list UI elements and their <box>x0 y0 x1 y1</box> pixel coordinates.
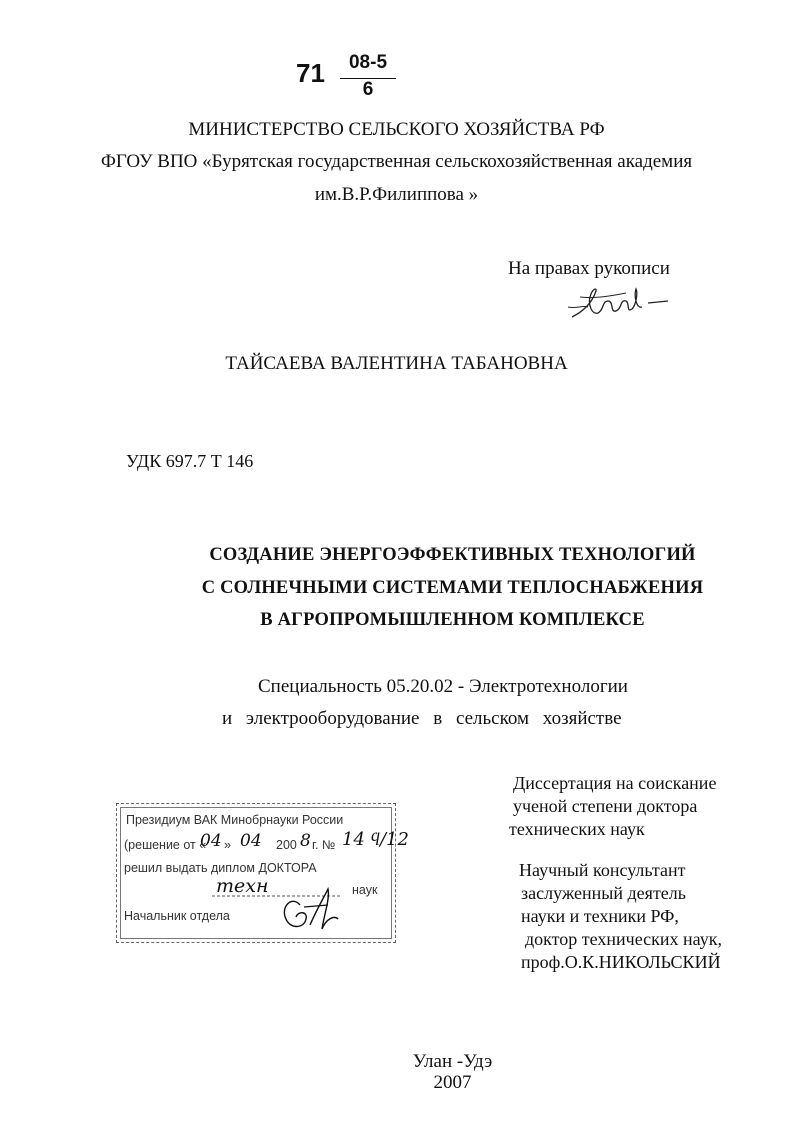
udk-code: УДК 697.7 Т 146 <box>126 451 254 471</box>
dissertation-line: Диссертация на соискание <box>513 773 717 793</box>
title-line-1: СОЗДАНИЕ ЭНЕРГОЭФФЕКТИВНЫХ ТЕХНОЛОГИЙ <box>209 545 696 565</box>
institution-line-1: ФГОУ ВПО «Бурятская государственная сельскохозяйственная академия <box>100 151 693 172</box>
consultant-line: заслуженный деятель <box>521 883 686 903</box>
specialty-line-1: Специальность 05.20.02 - Электротехнологии <box>258 676 628 697</box>
vak-stamp <box>116 803 409 943</box>
consultant-line: Научный консультант <box>519 860 686 880</box>
stamp-number-label: г. № <box>312 838 336 852</box>
stamp-line-2-prefix: (решение от « <box>124 838 207 852</box>
catalog-main: 71 <box>296 58 325 88</box>
stamp-degree-handwritten: техн <box>216 875 269 897</box>
author-name: ТАЙСАЕВА ВАЛЕНТИНА ТАБАНОВНА <box>225 353 568 374</box>
stamp-degree-suffix: наук <box>352 883 378 897</box>
catalog-number <box>296 52 406 102</box>
stamp-date-day: 04 <box>200 831 222 851</box>
stamp-date-month: 04 <box>240 831 262 851</box>
dissertation-line: технических наук <box>509 819 645 839</box>
stamp-quote: » <box>224 838 231 852</box>
consultant-block <box>519 859 722 974</box>
institution-line-2: им.В.Р.Филиппова » <box>314 184 479 205</box>
consultant-line: науки и техники РФ, <box>521 906 679 926</box>
stamp-year-prefix: 200 <box>276 838 297 852</box>
stamp-line-3: решил выдать диплом ДОКТОРА <box>124 861 317 875</box>
stamp-line-4: Начальник отдела <box>124 909 230 923</box>
consultant-line: доктор технических наук, <box>525 929 722 949</box>
stamp-decision-number: 14 ϥ/12 <box>342 829 409 850</box>
stamp-signature <box>276 885 356 945</box>
catalog-denominator: 6 <box>362 79 374 100</box>
year: 2007 <box>433 1072 472 1093</box>
catalog-numerator: 08-5 <box>348 52 388 73</box>
title-line-3: В АГРОПРОМЫШЛЕННОМ КОМПЛЕКСЕ <box>260 610 645 630</box>
manuscript-note: На правах рукописи <box>508 258 670 279</box>
title-line-2: С СОЛНЕЧНЫМИ СИСТЕМАМИ ТЕПЛОСНАБЖЕНИЯ <box>201 578 704 598</box>
city: Улан -Удэ <box>412 1051 493 1072</box>
specialty-line-2: и электрооборудование в сельском хозяйстве <box>222 708 622 729</box>
dissertation-line: ученой степени доктора <box>513 796 698 816</box>
consultant-line: проф.О.К.НИКОЛЬСКИЙ <box>521 952 721 972</box>
dissertation-block <box>509 772 717 841</box>
author-signature <box>566 283 676 327</box>
stamp-year-digit: 8 <box>300 831 311 851</box>
ministry-heading: МИНИСТЕРСТВО СЕЛЬСКОГО ХОЗЯЙСТВА РФ <box>188 119 605 140</box>
stamp-line-1: Президиум ВАК Минобрнауки России <box>126 813 344 827</box>
